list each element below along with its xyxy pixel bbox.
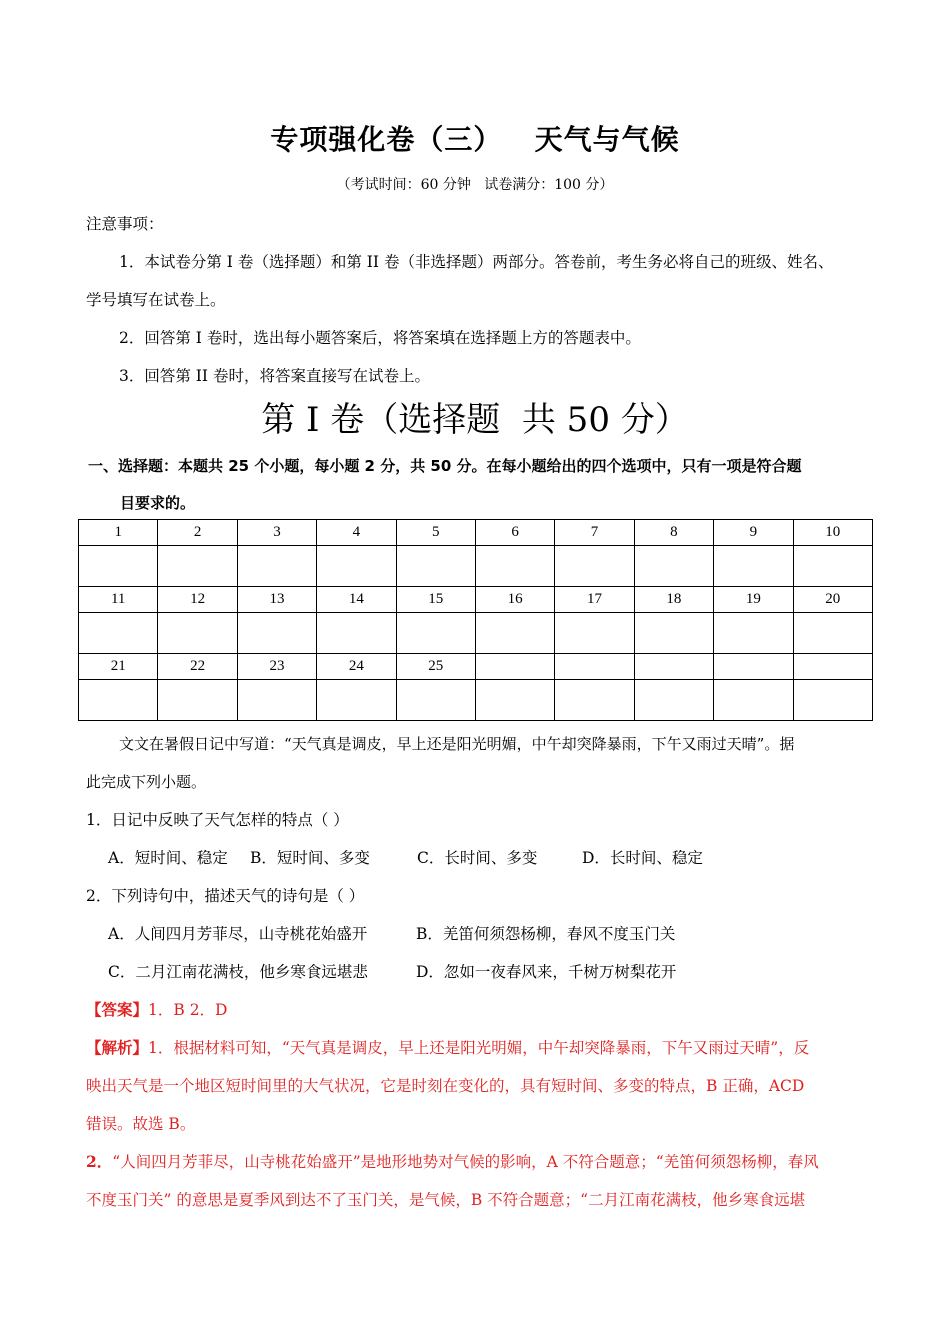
- answer-cell[interactable]: [158, 613, 237, 654]
- cell: 17: [555, 587, 634, 613]
- question-2-option-c[interactable]: C．二月江南花满枝，他乡寒食远堪悲: [108, 963, 368, 981]
- analysis-item-number: 2．: [86, 1152, 113, 1171]
- cell: 13: [237, 587, 316, 613]
- cell: 15: [396, 587, 475, 613]
- answer-table-header-row: [79, 520, 873, 546]
- cell: 3: [237, 520, 316, 546]
- answer-cell[interactable]: [634, 613, 713, 654]
- answer-cell[interactable]: [237, 613, 316, 654]
- answer-table-blank-row: [79, 546, 873, 587]
- section-instruction-cont: 目要求的。: [120, 494, 196, 512]
- cell: [793, 654, 872, 680]
- cell: [634, 654, 713, 680]
- answer-cell[interactable]: [396, 546, 475, 587]
- passage-text-cont: 此完成下列小题。: [86, 773, 207, 791]
- answer-cell[interactable]: [79, 613, 158, 654]
- answer-cell[interactable]: [714, 680, 793, 721]
- question-1-option-a[interactable]: A．短时间、稳定: [108, 849, 228, 867]
- answer-cell[interactable]: [475, 546, 554, 587]
- answer-table-header-row: [79, 587, 873, 613]
- notice-item-1-cont: 学号填写在试卷上。: [86, 291, 226, 309]
- analysis-text: 1．根据材料可知，“天气真是调皮，早上还是阳光明媚，中午却突降暴雨，下午又雨过天晴”，反: [148, 1039, 810, 1057]
- question-2-option-a[interactable]: A．人间四月芳菲尽，山寺桃花始盛开: [108, 925, 368, 943]
- answer-cell[interactable]: [793, 680, 872, 721]
- cell: 5: [396, 520, 475, 546]
- cell: 25: [396, 654, 475, 680]
- analysis-line-1: [86, 1036, 809, 1058]
- cell: 23: [237, 654, 316, 680]
- answer-cell[interactable]: [793, 613, 872, 654]
- answer-table-blank-row: [79, 680, 873, 721]
- answer-cell[interactable]: [634, 546, 713, 587]
- answer-cell[interactable]: [475, 613, 554, 654]
- answer-text: 1．B 2．D: [148, 1001, 228, 1019]
- answer-cell[interactable]: [555, 546, 634, 587]
- question-2-option-d[interactable]: D．忽如一夜春风来，千树万树梨花开: [416, 963, 677, 981]
- answer-cell[interactable]: [237, 546, 316, 587]
- cell: 21: [79, 654, 158, 680]
- answer-cell[interactable]: [396, 613, 475, 654]
- answer-cell[interactable]: [714, 546, 793, 587]
- cell: 16: [475, 587, 554, 613]
- cell: [475, 654, 554, 680]
- question-2-option-b[interactable]: B．羌笛何须怨杨柳，春风不度玉门关: [416, 925, 676, 943]
- cell: 7: [555, 520, 634, 546]
- answer-table-header-row: [79, 654, 873, 680]
- analysis-text: “人间四月芳菲尽，山寺桃花始盛开”是地形地势对气候的影响，A 不符合题意；“羌笛何须怨杨柳，春风: [112, 1153, 819, 1171]
- cell: 6: [475, 520, 554, 546]
- cell: 19: [714, 587, 793, 613]
- answer-cell[interactable]: [396, 680, 475, 721]
- answer-cell[interactable]: [475, 680, 554, 721]
- analysis-line-2: 映出天气是一个地区短时间里的大气状况，它是时刻在变化的，具有短时间、多变的特点，B 正确，ACD: [86, 1077, 805, 1095]
- answer-line: [86, 998, 227, 1020]
- cell: [714, 654, 793, 680]
- question-2-stem: 2．下列诗句中，描述天气的诗句是（ ）: [86, 887, 365, 905]
- question-1-option-b[interactable]: B．短时间、多变: [250, 849, 370, 867]
- analysis-line-5: 不度玉门关” 的意思是夏季风到达不了玉门关，是气候，B 不符合题意；“二月江南花满枝，他乡寒食远堪: [86, 1191, 806, 1209]
- notice-item-2: 2．回答第 I 卷时，选出每小题答案后，将答案填在选择题上方的答题表中。: [119, 329, 641, 347]
- cell: 4: [317, 520, 396, 546]
- answer-cell[interactable]: [793, 546, 872, 587]
- notice-item-3: 3．回答第 II 卷时，将答案直接写在试卷上。: [119, 367, 430, 385]
- cell: 14: [317, 587, 396, 613]
- cell: 18: [634, 587, 713, 613]
- cell: 20: [793, 587, 872, 613]
- answer-cell[interactable]: [555, 613, 634, 654]
- cell: 1: [79, 520, 158, 546]
- section-title: 第 I 卷（选择题 共 50 分）: [261, 400, 689, 440]
- passage-text: 文文在暑假日记中写道：“天气真是调皮，早上还是阳光明媚，中午却突降暴雨，下午又雨过天晴”。据: [119, 735, 795, 753]
- answer-cell[interactable]: [237, 680, 316, 721]
- analysis-label: 【解析】: [86, 1038, 149, 1057]
- cell: 24: [317, 654, 396, 680]
- cell: 12: [158, 587, 237, 613]
- cell: 9: [714, 520, 793, 546]
- answer-cell[interactable]: [158, 680, 237, 721]
- answer-cell[interactable]: [714, 613, 793, 654]
- answer-cell[interactable]: [317, 613, 396, 654]
- cell: 10: [793, 520, 872, 546]
- cell: 2: [158, 520, 237, 546]
- answer-table: [78, 519, 873, 721]
- cell: 11: [79, 587, 158, 613]
- cell: [555, 654, 634, 680]
- cell: 8: [634, 520, 713, 546]
- answer-table-blank-row: [79, 613, 873, 654]
- answer-label: 【答案】: [86, 1000, 149, 1019]
- section-instruction: 一、选择题：本题共 25 个小题，每小题 2 分，共 50 分。在每小题给出的四个选项中，只有一项是符合题: [88, 457, 802, 475]
- question-1-option-c[interactable]: C．长时间、多变: [417, 849, 538, 867]
- notice-heading: 注意事项：: [86, 215, 164, 233]
- analysis-line-3: 错误。故选 B。: [86, 1115, 196, 1133]
- question-1-stem: 1．日记中反映了天气怎样的特点（ ）: [86, 811, 349, 829]
- answer-cell[interactable]: [79, 546, 158, 587]
- answer-cell[interactable]: [79, 680, 158, 721]
- page-title: 专项强化卷（三） 天气与气候: [270, 123, 680, 156]
- cell: 22: [158, 654, 237, 680]
- notice-item-1: 1．本试卷分第 I 卷（选择题）和第 II 卷（非选择题）两部分。答卷前，考生务必将自己的班级、姓名、: [119, 253, 834, 271]
- answer-cell[interactable]: [317, 546, 396, 587]
- question-1-option-d[interactable]: D．长时间、稳定: [582, 849, 703, 867]
- exam-subtitle: （考试时间：60 分钟 试卷满分：100 分）: [336, 177, 614, 193]
- answer-cell[interactable]: [555, 680, 634, 721]
- analysis-line-4: [86, 1150, 819, 1172]
- answer-cell[interactable]: [634, 680, 713, 721]
- answer-cell[interactable]: [317, 680, 396, 721]
- answer-cell[interactable]: [158, 546, 237, 587]
